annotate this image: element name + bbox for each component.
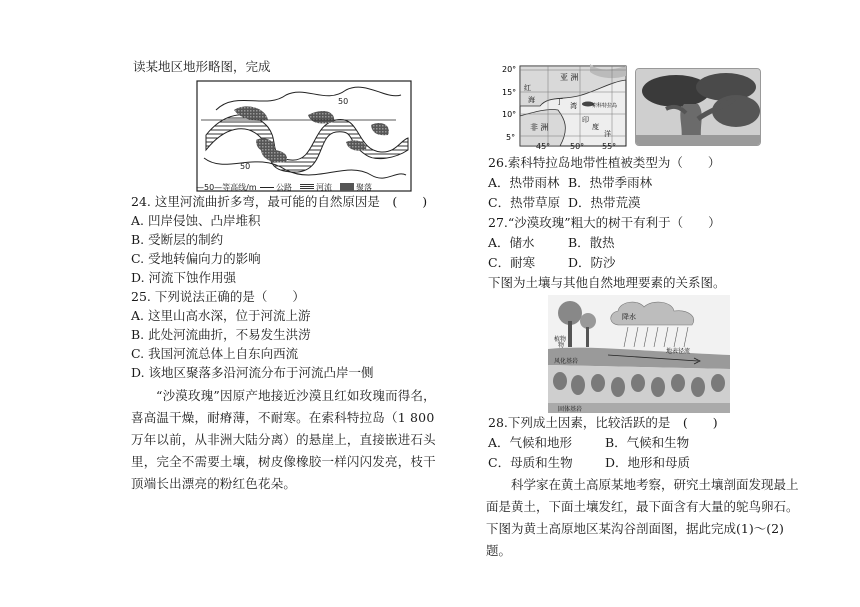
q26-stem: 26.索科特拉岛地带性植被类型为（ ） [488,155,721,170]
soil-factors-diagram [548,295,730,413]
legend-road: 公路 [276,183,292,192]
q25-option-c: C. 我国河流总体上自东向西流 [131,346,299,361]
soil-figure-intro: 下图为土壤与其他自然地理要素的关系图。 [488,275,726,290]
q27-option-a: A．储水 [488,235,535,250]
q25-option-a: A. 这里山高水深，位于河流上游 [131,308,311,323]
loess-passage: 科学家在黄土高原某地考察，研究土壤剖面发现最上面是黄土，下面土壤发红，最下面含有大量的鸵鸟卵石。下图为黄土高原地区某沟谷剖面图，据此完成(1)～(2)题。 [486,477,799,558]
desert-rose-tree-image [636,69,760,145]
label-yin: 印 [582,116,589,124]
label-hai: 海 [528,96,535,104]
label-asia: 亚 洲 [560,73,579,82]
label-yang: 洋 [604,130,611,138]
q27-option-d: D．防沙 [568,255,616,270]
lat-5: 5° [506,133,516,142]
legend-road-swatch [260,187,274,188]
label-du: 度 [592,123,599,131]
legend-settlement: 聚落 [356,183,372,192]
lat-20: 20° [502,65,517,74]
desert-rose-photo [635,68,761,146]
q25-option-b: B. 此处河流曲折，不易发生洪涝 [131,327,311,342]
label-plant-2: 物 [558,342,565,349]
q25-option-d: D. 该地区聚落多沿河流分布于河流凸岸一侧 [131,365,374,380]
label-surface-runoff: 地表径流 [666,348,691,355]
legend-settlement-swatch [340,183,354,191]
label-hong: 红 [524,84,531,92]
label-weathered-rock: 风化基岩 [554,358,579,365]
label-africa: 非 洲 [530,123,549,132]
q28-option-d: D．地形和母质 [605,455,691,470]
label-bedrock: 固体基岩 [558,406,583,413]
q27-option-c: C．耐寒 [488,255,536,270]
q26-option-c: C．热带草原 [488,195,561,210]
q24-option-d: D. 河流下蚀作用强 [131,270,237,285]
legend-river: 河流 [316,183,332,192]
lon-50: 50° [570,142,585,151]
desert-rose-passage: “沙漠玫瑰”因原产地接近沙漠且红如玫瑰而得名，喜高温干燥，耐瘠薄，不耐寒。在索科特拉岛（1 800 万年以前，从非洲大陆分离）的悬崖上，直接嵌进石头里，完全不需要土壤，树皮像橡胶一样闪闪发亮，枝干顶端长出漂亮的粉红色花朵。 [131,388,436,491]
legend-river-swatch [300,184,314,190]
lat-15: 15° [502,88,517,97]
q25-stem: 25. 下列说法正确的是（ ） [131,289,305,304]
left-intro: 读某地区地形略图，完成 [133,59,271,74]
q28-stem: 28.下列成土因素，比较活跃的是 ( ) [488,415,718,430]
q27-option-b: B．散热 [568,235,615,250]
label-plant: 植物 [554,336,567,343]
q24-option-a: A. 凹岸侵蚀、凸岸堆积 [131,213,261,228]
contour-label-b: 50 [240,162,251,171]
q26-option-b: B．热带季雨林 [568,175,653,190]
q26-option-d: D．热带荒漠 [568,195,641,210]
lon-55: 55° [602,142,617,151]
q24-option-b: B. 受断层的制约 [131,232,224,247]
q26-option-a: A．热带雨林 [488,175,560,190]
label-wan: 湾 [570,102,577,110]
q28-option-a: A．气候和地形 [488,435,573,450]
terrain-map [196,80,412,192]
soil-factors-figure [548,295,730,413]
q28-option-b: B．气候和生物 [605,435,690,450]
contour-label-a: 50 [338,97,349,106]
q27-stem: 27.“沙漠玫瑰”粗大的树干有利于（ ） [488,215,721,230]
lat-10: 10° [502,110,517,119]
q24-option-c: C. 受地转偏向力的影响 [131,251,261,266]
terrain-map-figure [196,80,412,192]
label-rain: 降水 [622,313,636,321]
socotra-map [500,62,630,150]
q24-stem: 24. 这里河流曲折多弯，最可能的自然原因是 ( ) [131,194,428,209]
label-island: 索科特拉岛 [592,103,618,109]
label-ding: 丁 [556,98,563,106]
legend-contour: —50—等高线/m [196,183,257,192]
q28-option-c: C．母质和生物 [488,455,573,470]
socotra-map-figure [500,62,630,150]
lon-45: 45° [536,142,551,151]
